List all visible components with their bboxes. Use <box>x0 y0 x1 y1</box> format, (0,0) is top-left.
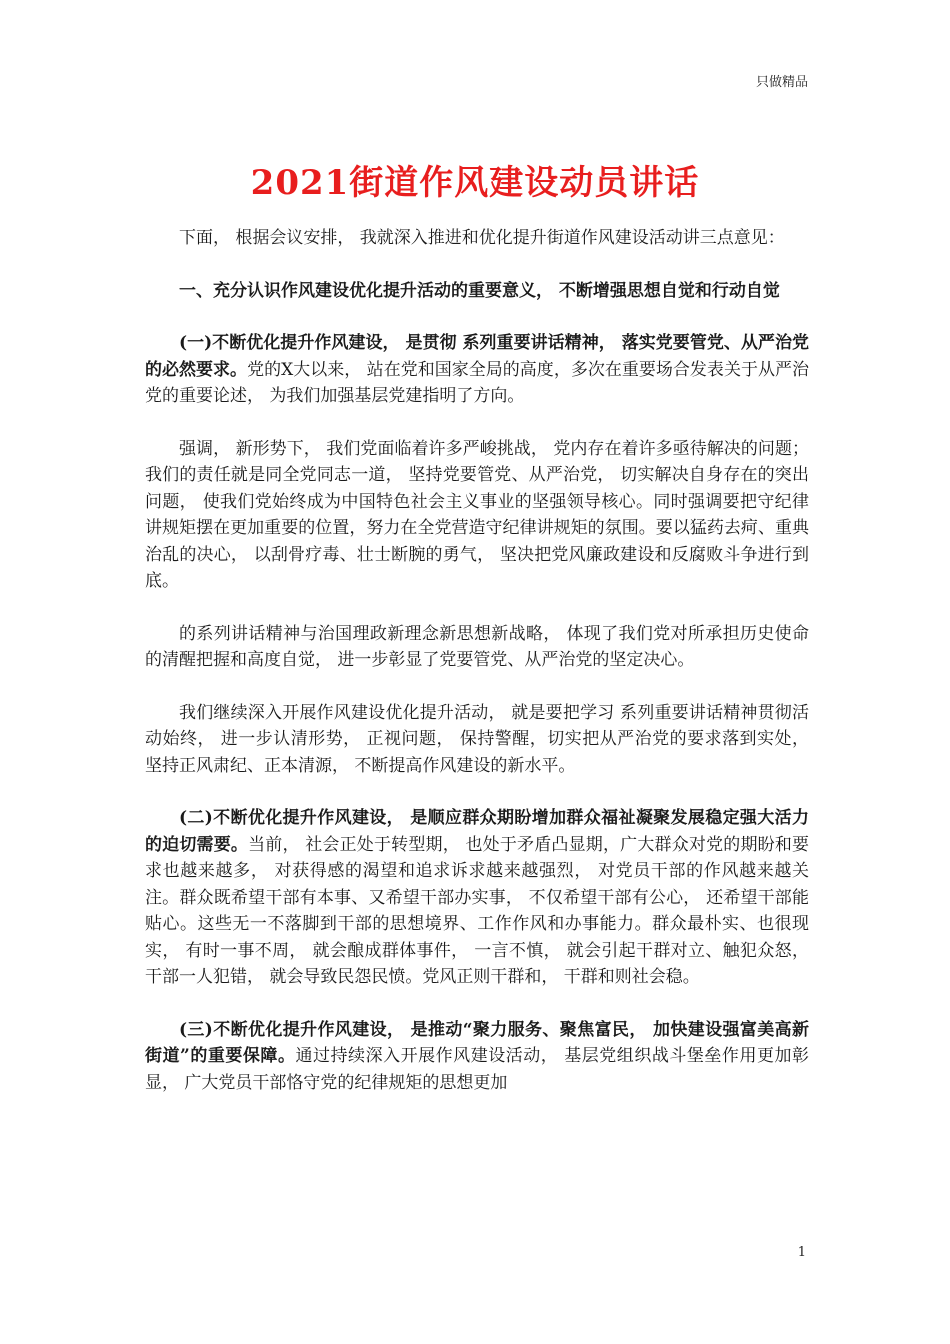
header-tag: 只做精品 <box>755 75 808 90</box>
paragraph <box>145 436 809 595</box>
paragraph-text: 下面， 根据会议安排， 我就深入推进和优化提升街道作风建设活动讲三点意见： <box>179 228 785 248</box>
paragraph <box>145 621 809 674</box>
paragraph-text: 强调， 新形势下， 我们党面临着许多严峻挑战， 党内存在着许多亟待解决的问题；我们的责任就是同全党同志一道， 坚持党要管党、从严治党， 切实解决自身存在的突出问题， 使我们党始终成为中国特色社会主义事业的坚强领导核心。同时强调要把守纪律讲规矩摆在更加重要的位置，努力在全党营造守纪律讲规矩的氛围。要以猛药去疴、重典治乱的决心， 以刮骨疗毒、壮士断腕的勇气， 坚决把党风廉政建设和反腐败斗争进行到底。 <box>145 438 809 591</box>
paragraph-text: 我们继续深入开展作风建设优化提升活动， 就是要把学习 系列重要讲话精神贯彻活动始终， 进一步认清形势， 正视问题， 保持警醒，切实把从严治党的要求落到实处， 坚持正风肃纪、正本清源， 不断提高作风建设的新水平。 <box>145 702 809 776</box>
section-heading-text: 一、充分认识作风建设优化提升活动的重要意义， 不断增强思想自觉和行动自觉 <box>179 280 780 301</box>
paragraph <box>145 700 809 780</box>
subheading-lead: (三)不断优化提升作风建设， 是推动“聚力服务、聚焦富民， 加快建设强富美高新街道”的重要保障。 <box>145 1019 809 1066</box>
section-heading <box>145 278 809 305</box>
paragraph <box>145 1017 809 1097</box>
paragraph-text: 的系列讲话精神与治国理政新理念新思想新战略， 体现了我们党对所承担历史使命的清醒把握和高度自觉， 进一步彰显了党要管党、从严治党的坚定决心。 <box>145 623 809 670</box>
document-title: 2021街道作风建设动员讲话 <box>250 163 700 203</box>
paragraph <box>145 330 809 410</box>
subheading-lead: (一)不断优化提升作风建设， 是贯彻 系列重要讲话精神， 落实党要管党、从严治党的必然要求。 <box>145 333 809 380</box>
paragraph <box>145 225 809 252</box>
paragraph <box>145 805 809 991</box>
page-number: 1 <box>797 1245 806 1260</box>
paragraph-text: 当前， 社会正处于转型期， 也处于矛盾凸显期，广大群众对党的期盼和要求也越来越多， 对获得感的渴望和追求诉求越来越强烈， 对党员干部的作风越来越关注。群众既希望干部有本事、又希望干部办实事， 不仅希望干部有公心， 还希望干部能贴心。这些无一不落脚到干部的思想境界、工作作风和办事能力。群众最朴实、也很现实， 有时一事不周， 就会酿成群体事件， 一言不慎， 就会引起干群对立、触犯众怒， 干部一人犯错， 就会导致民怨民愤。党风正则干群和， 干群和则社会稳。 <box>145 834 809 987</box>
document-body <box>145 225 809 1122</box>
subheading-lead: (二)不断优化提升作风建设， 是顺应群众期盼增加群众福祉凝聚发展稳定强大活力的迫切需要。 <box>145 808 809 855</box>
paragraph-text: 通过持续深入开展作风建设活动， 基层党组织战斗堡垒作用更加彰显， 广大党员干部恪守党的纪律规矩的思想更加 <box>145 1046 810 1093</box>
paragraph-text: 党的X大以来， 站在党和国家全局的高度，多次在重要场合发表关于从严治党的重要论述， 为我们加强基层党建指明了方向。 <box>145 359 809 406</box>
